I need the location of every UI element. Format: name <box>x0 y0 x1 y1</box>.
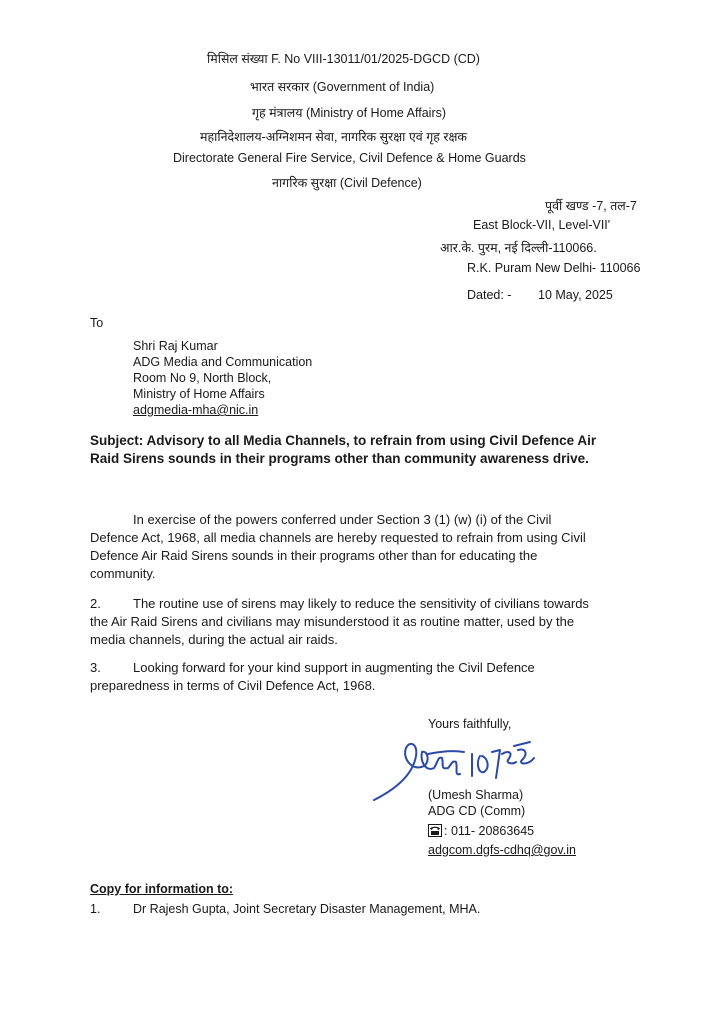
recipient-email-link[interactable]: adgmedia-mha@nic.in <box>133 403 259 417</box>
file-number: मिसिल संख्या F. No VIII-13011/01/2025-DGCD (CD) <box>207 52 480 66</box>
para3-line1: Looking forward for your kind support in augmenting the Civil Defence <box>133 660 535 675</box>
dated-value: 10 May, 2025 <box>538 288 613 302</box>
para1-line2: Defence Act, 1968, all media channels are hereby requested to refrain from using Civil <box>90 530 586 545</box>
para2-number: 2. <box>90 596 101 611</box>
copy-item-text: Dr Rajesh Gupta, Joint Secretary Disaster Management, MHA. <box>133 902 481 916</box>
copy-heading: Copy for information to: <box>90 882 234 896</box>
to-label: To <box>90 316 104 330</box>
address-english-1: East Block-VII, Level-VII' <box>473 218 611 232</box>
para3-number: 3. <box>90 660 101 675</box>
recipient-ministry: Ministry of Home Affairs <box>133 387 265 401</box>
recipient-room: Room No 9, North Block, <box>133 371 272 385</box>
address-english-2: R.K. Puram New Delhi- 110066 <box>467 261 641 275</box>
subject-line-2: Raid Sirens sounds in their programs other than community awareness drive. <box>90 451 589 466</box>
address-hindi-2: आर.के. पुरम, नई दिल्ली-110066. <box>440 241 597 255</box>
subject-line-1: Subject: Advisory to all Media Channels, to refrain from using Civil Defence Air <box>90 433 597 448</box>
signatory-designation: ADG CD (Comm) <box>428 804 526 818</box>
recipient-designation: ADG Media and Communication <box>133 355 313 369</box>
directorate-hindi: महानिदेशालय-अग्निशमन सेवा, नागरिक सुरक्षा एवं गृह रक्षक <box>200 130 468 144</box>
govt-line: भारत सरकार (Government of India) <box>250 80 435 94</box>
para1-line1: In exercise of the powers conferred under Section 3 (1) (w) (i) of the Civil <box>133 512 552 527</box>
ministry-line: गृह मंत्रालय (Ministry of Home Affairs) <box>252 106 447 120</box>
para1-line3: Defence Air Raid Sirens sounds in their programs other than for educating the <box>90 548 538 563</box>
directorate-english: Directorate General Fire Service, Civil Defence & Home Guards <box>173 151 526 165</box>
para3-line2: preparedness in terms of Civil Defence Act, 1968. <box>90 678 376 693</box>
copy-item-number: 1. <box>90 902 101 916</box>
signatory-phone <box>428 824 534 838</box>
recipient-name: Shri Raj Kumar <box>133 339 218 353</box>
para1-line4: community. <box>90 566 156 581</box>
department-line: नागरिक सुरक्षा (Civil Defence) <box>272 176 422 190</box>
dated-label: Dated: - <box>467 288 512 302</box>
telephone-icon <box>428 824 442 837</box>
address-hindi-1: पूर्वी खण्ड -7, तल-7 <box>545 199 637 213</box>
phone-number: : 011- 20863645 <box>444 824 535 838</box>
para2-line1: The routine use of sirens may likely to reduce the sensitivity of civilians towards <box>133 596 589 611</box>
para2-line3: media channels, during the actual air raids. <box>90 632 338 647</box>
signatory-name: (Umesh Sharma) <box>428 788 524 802</box>
closing-text: Yours faithfully, <box>428 717 512 731</box>
para2-line2: the Air Raid Sirens and civilians may misunderstood it as routine matter, used by the <box>90 614 575 629</box>
signatory-email-link[interactable]: adgcom.dgfs-cdhq@gov.in <box>428 843 576 857</box>
